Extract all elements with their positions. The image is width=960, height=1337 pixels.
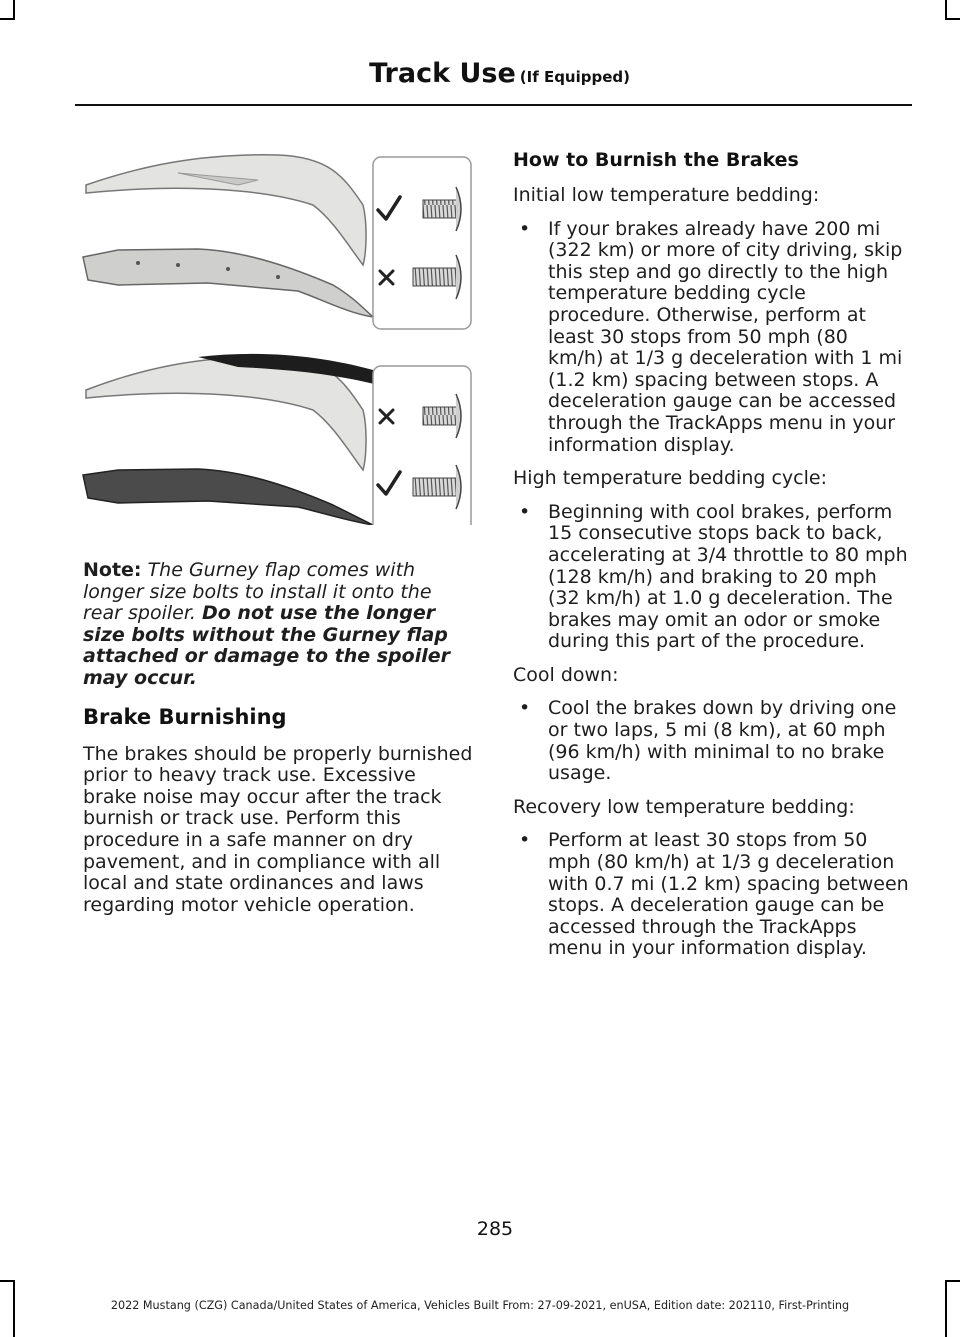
bolt-panel-1 [373, 157, 471, 329]
crop-mark [945, 18, 960, 20]
right-column [513, 147, 909, 972]
brake-burnishing-heading: Brake Burnishing [83, 704, 287, 729]
section-label: Cool down: [513, 663, 619, 686]
how-to-heading: How to Burnish the Brakes [513, 149, 799, 171]
note-text: The Gurney flap comes with longer size bolts to install it onto the rear spoiler. [83, 559, 432, 625]
note-warning: Do not use the longer size bolts without the Gurney flap attached or damage to the spoiler may occur. [83, 602, 450, 689]
list-item: • Beginning with cool brakes, perform 15 consecutive stops back to back, accelerating at 3/4 throttle to 80 mph (128 km/h) and braking to 20 mph (32 km/h) at 1.0 g deceleration. The brakes may omit an odor or smoke during this part of the procedure. [513, 502, 909, 653]
spoiler-top-view-1 [86, 155, 366, 265]
section-subtitle: (If Equipped) [519, 68, 630, 86]
footer-text: 2022 Mustang (CZG) Canada/United States of America, Vehicles Built From: 27-09-2021, enUSA, Edition date: 202110, First-Printing [110, 1299, 850, 1312]
gurney-flap-note [83, 560, 475, 690]
list-item: • Cool the brakes down by driving one or two laps, 5 mi (8 km), at 60 mph (96 km/h) with minimal to no brake usage. [513, 698, 909, 784]
crop-mark [0, 18, 15, 20]
section-label: Initial low temperature bedding: [513, 184, 820, 206]
crop-mark [945, 1280, 960, 1282]
spoiler-bottom-view-1 [83, 249, 373, 317]
crop-mark [0, 1280, 15, 1282]
note-label: Note: [83, 559, 142, 581]
list-item: • Perform at least 30 stops from 50 mph (80 km/h) at 1/3 g deceleration with 0.7 mi (1.2 km) spacing between stops. A deceleration gauge can be accessed through the TrackApps menu in your information display. [513, 830, 909, 960]
page-title [369, 58, 630, 89]
left-column [83, 560, 475, 928]
page-number: 285 [476, 1218, 514, 1240]
section-title: Track Use [369, 58, 516, 89]
brake-burnishing-paragraph: The brakes should be properly burnished prior to heavy track use. Excessive brake noise may occur after the track burnish or track use. Perform this procedure in a safe manner on dry pavement, and in compliance with all local and state ordinances and laws regarding motor vehicle operation. [83, 742, 473, 916]
crop-mark [945, 0, 947, 20]
header-divider [75, 104, 912, 106]
bullet-list [513, 698, 909, 784]
bullet-list [513, 502, 909, 653]
bullet-list [513, 830, 909, 960]
spoiler-bottom-view-2 [83, 469, 373, 525]
section-label: High temperature bedding cycle: [513, 467, 827, 490]
list-item: • If your brakes already have 200 mi (322 km) or more of city driving, skip this step and go directly to the high temperature bedding cycle procedure. Otherwise, perform at least 30 stops from 50 mph (80 km/h) at 1/3 g deceleration with 1 mi (1.2 km) spacing between stops. A deceleration gauge can be accessed through the TrackApps menu in your information display. [513, 219, 909, 457]
section-label: Recovery low temperature bedding: [513, 795, 855, 818]
spoiler-bolt-illustration [78, 145, 478, 525]
crop-mark [13, 0, 15, 20]
bullet-list [513, 219, 909, 457]
spoiler-top-view-2 [86, 354, 378, 470]
